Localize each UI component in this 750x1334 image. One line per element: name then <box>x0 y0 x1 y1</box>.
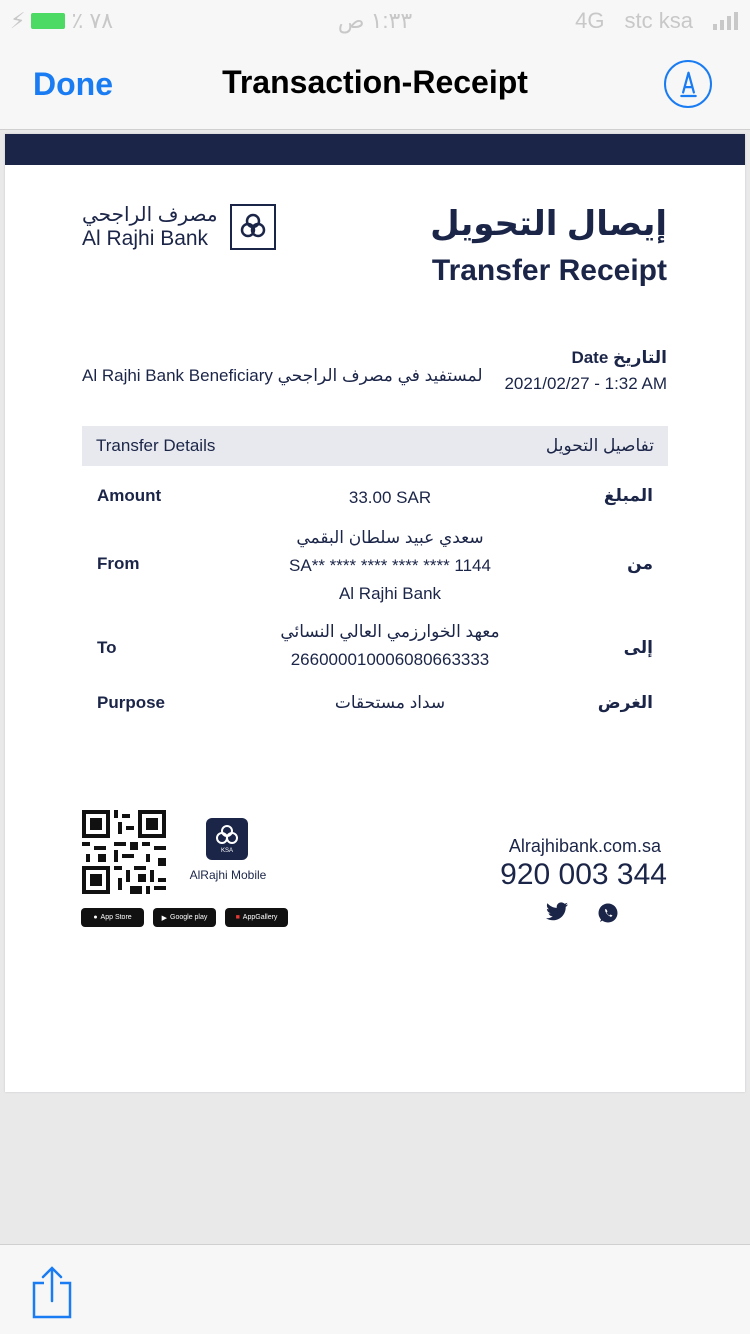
receipt-title-arabic: إيصال التحويل <box>430 205 667 243</box>
app-gallery-badge[interactable]: ■ AppGallery <box>225 908 288 927</box>
beneficiary-english: Al Rajhi Bank Beneficiary <box>82 366 273 385</box>
beneficiary-arabic: لمستفيد في مصرف الراجحي <box>277 366 483 385</box>
sender-bank: Al Rajhi Bank <box>338 584 442 603</box>
google-play-badge[interactable]: ▶ Google play <box>153 908 216 927</box>
from-row <box>82 524 668 608</box>
twitter-icon[interactable] <box>545 902 569 922</box>
transfer-details-header <box>82 426 668 466</box>
date-label-english: Date <box>571 348 609 367</box>
amount-value: 33.00 SAR <box>348 488 432 507</box>
beneficiary-type <box>82 366 483 386</box>
app-icon-label: KSA <box>220 848 234 854</box>
app-name: AlRajhi Mobile <box>189 868 267 882</box>
amount-row <box>82 484 668 512</box>
store-badges <box>81 908 288 927</box>
header-band <box>5 134 745 165</box>
bank-logo-icon <box>230 204 276 250</box>
to-value <box>242 618 538 674</box>
huawei-icon: ■ <box>235 914 240 921</box>
network-info <box>575 8 738 34</box>
purpose-row <box>82 689 668 717</box>
from-value <box>242 524 538 608</box>
date-label-arabic: التاريخ <box>613 348 667 367</box>
purpose-value: سداد مستحقات <box>334 693 446 712</box>
markup-button[interactable] <box>664 60 712 108</box>
whatsapp-icon[interactable] <box>597 902 619 924</box>
details-header-english: Transfer Details <box>96 436 216 455</box>
google-play-icon: ▶ <box>161 914 168 922</box>
receipt-page <box>5 134 745 1092</box>
from-label-arabic: من <box>627 554 653 573</box>
charging-icon: ⚡ <box>10 8 26 33</box>
recipient-name: معهد الخوارزمي العالي النسائي <box>280 622 500 641</box>
bank-phone: 920 003 344 <box>500 858 667 891</box>
social-links <box>545 902 619 924</box>
status-bar <box>0 0 750 40</box>
alrajhi-mobile-app-icon[interactable] <box>206 818 248 860</box>
bank-name-arabic: مصرف الراجحي <box>82 204 218 226</box>
receipt-title-english: Transfer Receipt <box>431 254 667 287</box>
carrier-name: stc ksa <box>624 8 693 33</box>
bank-logo <box>82 202 276 251</box>
sender-name: سعدي عبيد سلطان البقمي <box>296 528 484 547</box>
bottom-toolbar <box>0 1244 750 1334</box>
to-row <box>82 618 668 674</box>
navigation-bar <box>0 40 750 130</box>
document-title: Transaction-Receipt <box>222 64 528 100</box>
bank-name-english: Al Rajhi Bank <box>82 227 209 250</box>
amount-label-arabic: المبلغ <box>603 486 653 505</box>
network-type: 4G <box>575 8 605 33</box>
amount-label: Amount <box>97 486 162 505</box>
status-time: ١:٣٣ ص <box>337 8 413 33</box>
battery-percent: ٪ ٧٨ <box>71 8 114 33</box>
app-store-badge[interactable]: ● App Store <box>81 908 144 927</box>
to-label-arabic: إلى <box>623 638 653 657</box>
recipient-account: 266000010006080663333 <box>290 650 490 669</box>
purpose-label-arabic: الغرض <box>597 693 653 712</box>
done-button[interactable]: Done <box>33 66 113 102</box>
details-header-arabic: تفاصيل التحويل <box>545 436 654 455</box>
date-label <box>571 348 667 368</box>
apple-icon: ● <box>93 914 98 921</box>
qr-code <box>82 810 166 894</box>
to-label: To <box>97 638 117 657</box>
share-icon <box>30 1265 74 1319</box>
share-button[interactable] <box>30 1265 74 1319</box>
sender-account: SA** **** **** **** **** 1144 <box>289 556 491 575</box>
bank-website: Alrajhibank.com.sa <box>508 836 661 856</box>
date-value: 2021/02/27 - 1:32 AM <box>504 374 667 393</box>
markup-pen-icon <box>667 62 710 105</box>
signal-icon <box>713 12 738 30</box>
from-label: From <box>97 554 140 573</box>
purpose-label: Purpose <box>97 693 166 712</box>
